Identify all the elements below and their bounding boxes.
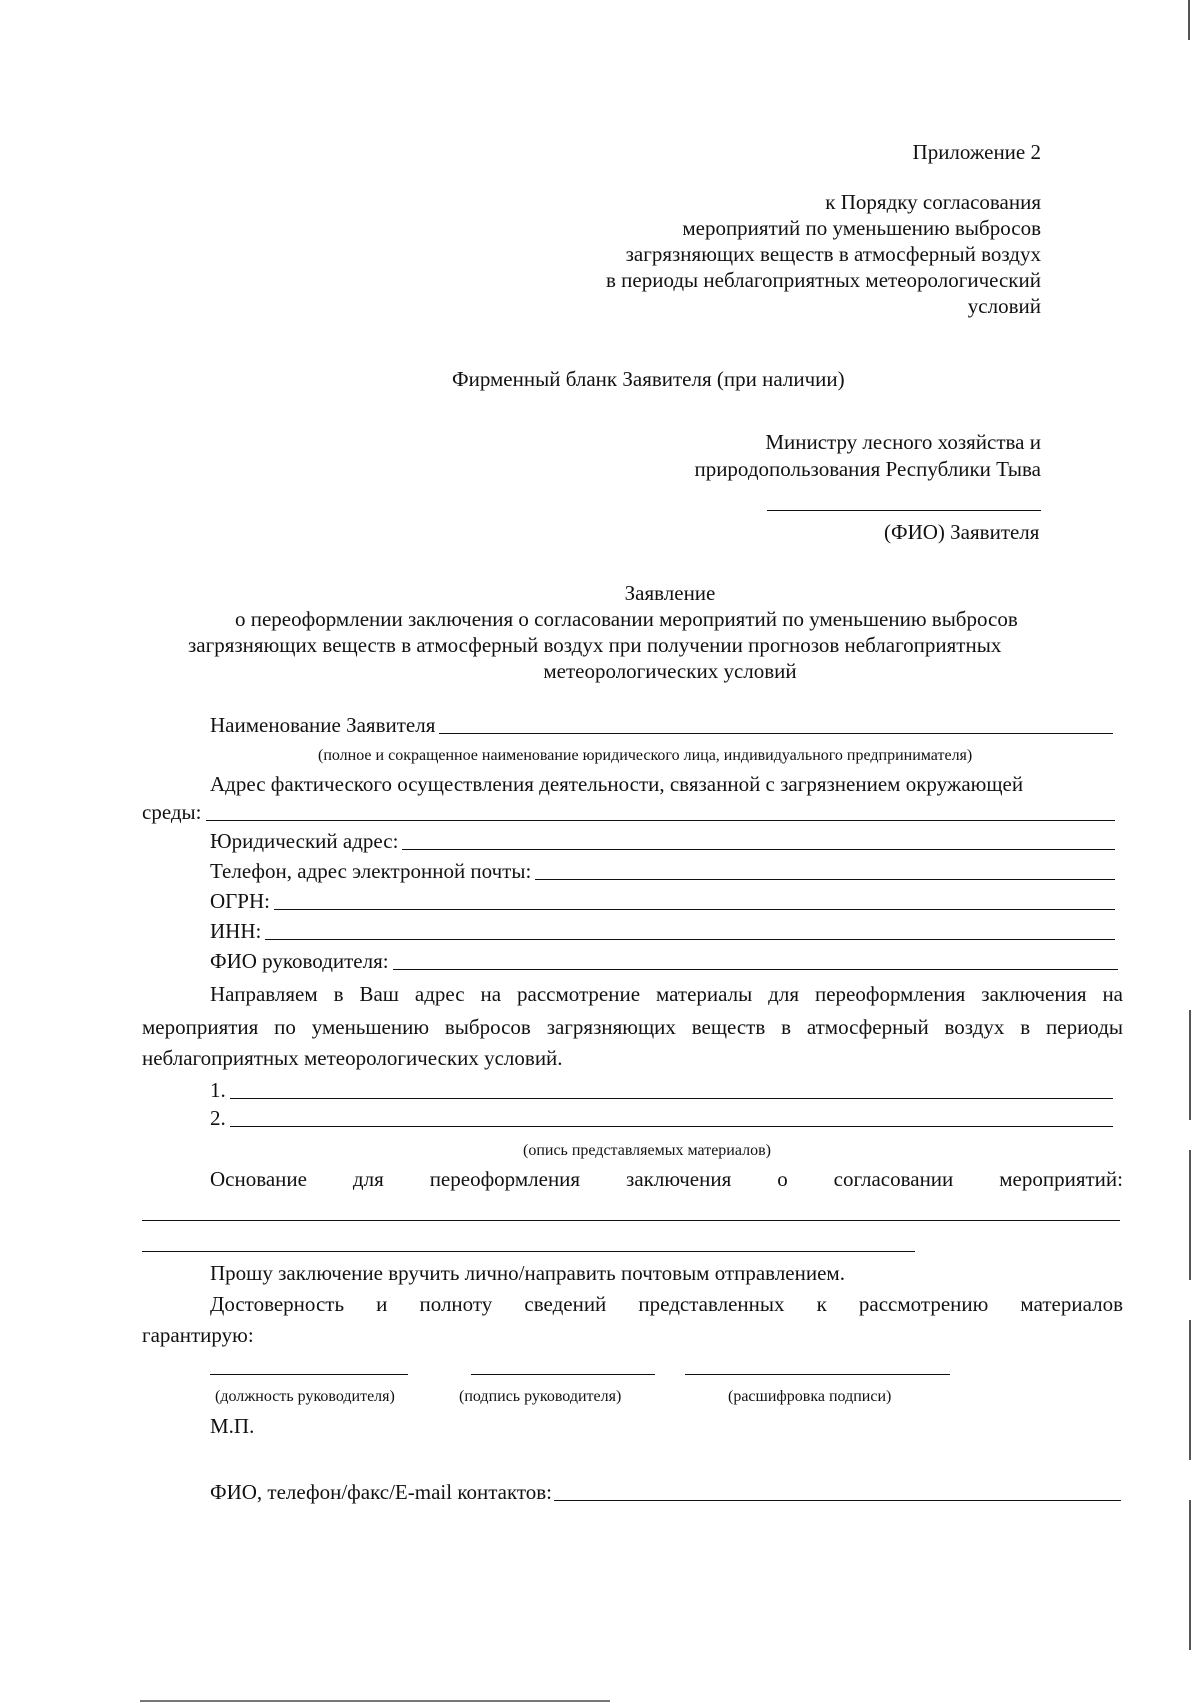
appendix-line-2: мероприятий по уменьшению выбросов (682, 216, 1041, 240)
applicant-name-label: Наименование Заявителя (210, 713, 436, 737)
statement-heading: Заявление (624, 581, 716, 605)
addressee-line-1: Министру лесного хозяйства и (765, 430, 1041, 454)
statement-line-3: метеорологических условий (543, 659, 797, 683)
basis-word-1: Основание (210, 1167, 307, 1191)
stamp-place: М.П. (210, 1414, 255, 1438)
ogrn-line[interactable] (274, 909, 1115, 910)
material-item-2[interactable] (210, 1106, 1113, 1131)
basis-word-7: мероприятий: (999, 1167, 1123, 1191)
statement-line-2: загрязняющих веществ в атмосферный воздух при получении прогнозов неблагоприятных (188, 633, 1002, 657)
appendix-line-3: загрязняющих веществ в атмосферный воздух (625, 242, 1041, 266)
material-item-1-number: 1. (210, 1078, 226, 1102)
director-field[interactable] (210, 949, 1118, 974)
materials-para-line-1: Направляем в Ваш адрес на рассмотрение материалы для переоформления заключения на (210, 982, 1123, 1006)
basis-word-2: для (352, 1167, 384, 1191)
contacts-line[interactable] (554, 1500, 1121, 1501)
applicant-name-field[interactable] (210, 713, 1113, 738)
appendix-line-4: в периоды неблагоприятных метеорологический (606, 268, 1041, 292)
material-item-2-line[interactable] (230, 1126, 1113, 1127)
legal-address-label: Юридический адрес: (210, 829, 399, 853)
addressee-line-2: природопользования Республики Тыва (694, 457, 1041, 481)
statement-line-1: о переоформлении заключения о согласовании мероприятий по уменьшению выбросов (235, 607, 1018, 631)
materials-para-line-2: мероприятия по уменьшению выбросов загрязняющих веществ в атмосферный воздух в периоды (142, 1015, 1123, 1039)
basis-word-3: переоформления (429, 1167, 581, 1191)
basis-fill-line-2[interactable] (142, 1251, 915, 1252)
appendix-line-1: к Порядку согласования (825, 190, 1041, 214)
appendix-line-5: условий (967, 294, 1041, 318)
legal-address-line[interactable] (402, 849, 1115, 850)
position-caption: (должность руководителя) (215, 1388, 395, 1405)
scan-edge-mark (1189, 1320, 1191, 1460)
applicant-name-line[interactable] (439, 733, 1113, 734)
inn-line[interactable] (265, 939, 1115, 940)
signature-line[interactable] (471, 1374, 655, 1375)
basis-line (210, 1167, 1123, 1192)
scan-edge-mark (1189, 1010, 1191, 1120)
ogrn-field[interactable] (210, 889, 1115, 914)
scan-edge-mark (1188, 0, 1190, 40)
appendix-title: Приложение 2 (912, 140, 1041, 164)
phone-email-label: Телефон, адрес электронной почты: (210, 859, 532, 883)
signature-decode-line[interactable] (685, 1374, 950, 1375)
phone-email-field[interactable] (210, 859, 1115, 884)
applicant-fio-caption: (ФИО) Заявителя (884, 520, 1040, 544)
signature-caption: (подпись руководителя) (459, 1388, 622, 1405)
basis-word-5: о (777, 1167, 788, 1191)
basis-word-6: согласовании (833, 1167, 954, 1191)
signature-decode-caption: (расшифровка подписи) (728, 1388, 892, 1405)
letterhead-note: Фирменный бланк Заявителя (при наличии) (452, 367, 845, 391)
ogrn-label: ОГРН: (210, 889, 270, 913)
contacts-field[interactable] (210, 1480, 1121, 1505)
material-item-1[interactable] (210, 1078, 1113, 1103)
scan-edge-mark (1189, 1500, 1191, 1650)
materials-para-line-3: неблагоприятных метеорологических условий. (142, 1046, 563, 1070)
guarantee-line-1: Достоверность и полноту сведений представленных к рассмотрению материалов (210, 1292, 1123, 1316)
basis-fill-line-1[interactable] (142, 1220, 1120, 1221)
scan-bottom-mark (140, 1700, 610, 1702)
legal-address-field[interactable] (210, 829, 1115, 854)
position-sign-line[interactable] (210, 1374, 408, 1375)
material-item-1-line[interactable] (230, 1098, 1113, 1099)
actual-address-label: Адрес фактического осуществления деятельности, связанной с загрязнением окружающей (210, 772, 1024, 796)
director-label: ФИО руководителя: (210, 949, 389, 973)
director-line[interactable] (393, 969, 1118, 970)
contacts-label: ФИО, телефон/факс/E-mail контактов: (210, 1480, 553, 1504)
delivery-request: Прошу заключение вручить лично/направить почтовым отправлением. (210, 1261, 845, 1285)
material-item-2-number: 2. (210, 1106, 226, 1130)
inn-label: ИНН: (210, 919, 262, 943)
inn-field[interactable] (210, 919, 1115, 944)
basis-word-4: заключения (626, 1167, 732, 1191)
guarantee-line-2: гарантирую: (142, 1323, 254, 1347)
actual-address-field[interactable] (142, 800, 1115, 825)
scan-edge-mark (1189, 1150, 1191, 1280)
applicant-name-hint: (полное и сокращенное наименование юридического лица, индивидуального предпринимателя) (318, 747, 973, 764)
applicant-fio-line[interactable] (767, 510, 1041, 511)
materials-hint: (опись представляемых материалов) (523, 1142, 771, 1159)
actual-address-label-2: среды: (142, 800, 202, 824)
actual-address-line[interactable] (206, 820, 1116, 821)
phone-email-line[interactable] (535, 879, 1115, 880)
